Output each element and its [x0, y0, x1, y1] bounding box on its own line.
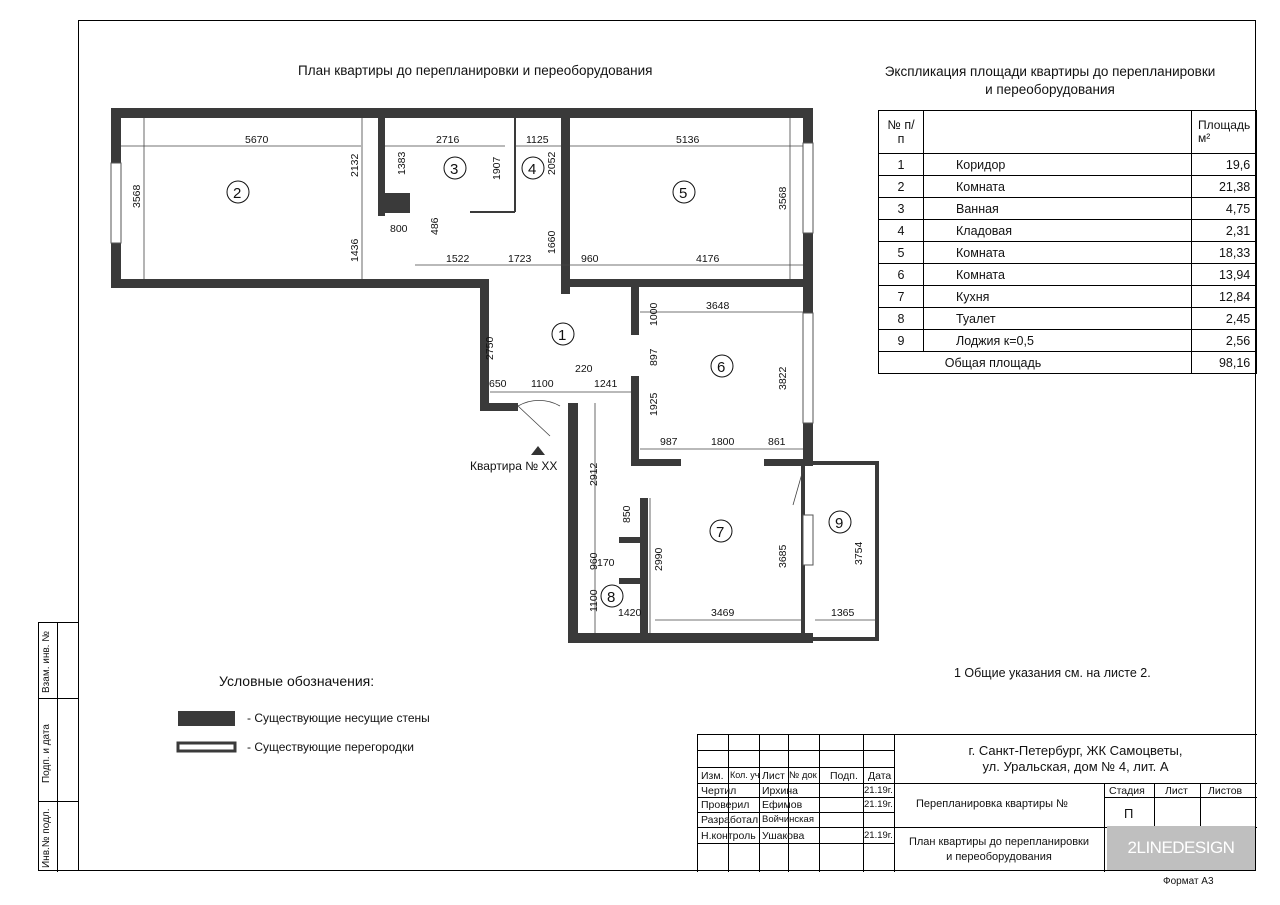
room-marker-7 [710, 520, 732, 542]
total-label: Общая площадь [879, 352, 1192, 374]
dim-960-b: 960 [588, 552, 600, 570]
dim-1660: 1660 [546, 230, 558, 254]
room-marker-5 [673, 181, 695, 203]
table-row: 3 Ванная 4,75 [879, 198, 1257, 220]
table-row: 6 Комната 13,94 [879, 264, 1257, 286]
plan-title: План квартиры до перепланировки и переоборудования [298, 63, 653, 78]
tb-address-line2: ул. Уральская, дом № 4, лит. А [982, 759, 1169, 774]
tb-col-kol: Кол. уч [730, 770, 760, 780]
dim-220: 220 [575, 363, 593, 375]
total-value: 98,16 [1192, 352, 1257, 374]
room-marker-2 [227, 181, 249, 203]
tb-project: Перепланировка квартиры № [916, 798, 1068, 810]
tb-stage-value: П [1124, 806, 1134, 821]
dim-1100-b: 1100 [588, 589, 600, 612]
dim-3568-b: 3568 [777, 186, 789, 210]
dim-2912: 2912 [588, 462, 600, 486]
table-header-row [879, 111, 1257, 154]
dim-1100-a: 1100 [531, 378, 554, 390]
dim-1365: 1365 [831, 607, 855, 619]
table-row: 1 Коридор 19,6 [879, 154, 1257, 176]
dim-1241: 1241 [594, 378, 618, 390]
dim-1800: 1800 [711, 436, 735, 448]
explication-table [878, 110, 1257, 374]
dim-1436: 1436 [349, 238, 361, 262]
table-total-row [879, 352, 1257, 374]
tb-r4-date: 21.19г. [864, 830, 893, 841]
explication-title-line1: Экспликация площади квартиры до перепланировки [884, 64, 1216, 79]
table-row: 7 Кухня 12,84 [879, 286, 1257, 308]
tb-r2-role: Проверил [701, 799, 750, 811]
tb-col-data: Дата [868, 770, 892, 782]
legend-title: Условные обозначения: [219, 673, 375, 689]
dim-2750: 2750 [484, 336, 496, 360]
dim-1723: 1723 [508, 253, 532, 265]
dim-1925: 1925 [648, 392, 660, 416]
tb-sheet-title-line2: и переоборудования [946, 851, 1052, 863]
dim-1907: 1907 [491, 156, 503, 180]
tb-listov-label: Листов [1208, 785, 1243, 797]
dim-800: 800 [390, 223, 408, 235]
dim-3648: 3648 [706, 300, 730, 312]
dim-960-a: 960 [581, 253, 599, 265]
dim-3822: 3822 [777, 366, 789, 390]
svg-text:7: 7 [716, 524, 725, 541]
table-row: 9 Лоджия к=0,5 2,56 [879, 330, 1257, 352]
table-row: 8 Туалет 2,45 [879, 308, 1257, 330]
tb-sheet-title-line1: План квартиры до перепланировки [908, 836, 1089, 848]
tb-address-line1: г. Санкт-Петербург, ЖК Самоцветы, [968, 743, 1183, 758]
room-marker-1 [552, 323, 574, 345]
legend-partitions-label: - Существующие перегородки [247, 740, 414, 754]
tb-r1-role: Чертил [701, 785, 737, 797]
dim-486: 486 [429, 217, 441, 235]
svg-text:2: 2 [233, 185, 242, 202]
tb-col-list: Лист [762, 770, 785, 782]
svg-text:1: 1 [558, 327, 567, 344]
room-marker-6 [711, 355, 733, 377]
entrance-arrow [531, 446, 545, 455]
dim-650: 650 [489, 378, 507, 390]
tb-stage-label: Стадия [1109, 785, 1145, 797]
header-num: № п/п [879, 111, 924, 154]
tb-r2-date: 21.19г. [864, 799, 893, 810]
tb-r2-name: Ефимов [762, 799, 803, 811]
header-area: Площадь м² [1192, 111, 1257, 154]
tb-col-izm: Изм. [701, 770, 724, 782]
dim-1522: 1522 [446, 253, 470, 265]
explication-title-line2: и переоборудования [985, 82, 1115, 97]
dim-3754: 3754 [853, 541, 865, 565]
svg-text:8: 8 [607, 589, 616, 606]
dim-5136: 5136 [676, 134, 700, 146]
table-row: 2 Комната 21,38 [879, 176, 1257, 198]
header-name [924, 111, 1192, 154]
legend-walls-label: - Существующие несущие стены [247, 711, 430, 725]
legend-wall-swatch [178, 711, 235, 726]
dim-897: 897 [648, 348, 660, 366]
dim-2052: 2052 [546, 151, 558, 175]
table-row: 5 Комната 18,33 [879, 242, 1257, 264]
tb-col-ndok: № док [789, 770, 817, 781]
general-note: 1 Общие указания см. на листе 2. [954, 666, 1151, 680]
tb-list-label: Лист [1165, 785, 1188, 797]
dim-5670: 5670 [245, 134, 269, 146]
side-stamp-inventory: Инв.№ подл. [41, 808, 52, 868]
dim-170: 170 [597, 557, 615, 569]
dim-3568-a: 3568 [131, 184, 143, 208]
dim-1383: 1383 [396, 151, 408, 175]
svg-text:3: 3 [450, 161, 459, 178]
tb-col-podp: Подп. [830, 770, 858, 782]
dim-1125: 1125 [526, 134, 549, 146]
dim-1420: 1420 [618, 607, 642, 619]
room-marker-9 [829, 511, 851, 533]
dim-3685: 3685 [777, 544, 789, 568]
table-row: 4 Кладовая 2,31 [879, 220, 1257, 242]
legend-partition-swatch [178, 743, 235, 751]
dim-2990: 2990 [653, 547, 665, 571]
tb-r4-name: Ушакова [762, 830, 805, 842]
room-marker-4 [522, 157, 544, 179]
room-marker-8 [601, 585, 623, 607]
company-logo: 2LINEDESIGN [1107, 826, 1255, 870]
tb-address [894, 743, 1257, 775]
dim-850: 850 [621, 505, 633, 523]
svg-text:6: 6 [717, 359, 726, 376]
tb-r3-role: Разработал [701, 814, 759, 826]
room-marker-3 [444, 157, 466, 179]
side-stamp-sign-date: Подп. и дата [41, 724, 52, 783]
apartment-label: Квартира № ХХ [470, 459, 558, 473]
dimension-labels [131, 134, 865, 619]
format-label: Формат А3 [1163, 876, 1214, 887]
tb-r1-name: Ирхина [762, 785, 799, 797]
svg-text:5: 5 [679, 185, 688, 202]
tb-r4-role: Н.контроль [701, 830, 756, 842]
tb-r1-date: 21.19г. [864, 785, 893, 796]
svg-text:4: 4 [528, 161, 537, 178]
load-bearing-walls [111, 108, 813, 643]
dim-3469: 3469 [711, 607, 735, 619]
dim-861: 861 [768, 436, 786, 448]
dim-987: 987 [660, 436, 678, 448]
tb-r3-name: Войчинская [762, 814, 814, 825]
svg-text:9: 9 [835, 515, 844, 532]
dim-2716: 2716 [436, 134, 460, 146]
dim-1000: 1000 [648, 302, 660, 326]
dim-2132: 2132 [349, 153, 361, 177]
dim-4176: 4176 [696, 253, 720, 265]
tb-sheet-title [894, 835, 1104, 865]
side-stamp-replace: Взам. инв. № [41, 631, 52, 693]
